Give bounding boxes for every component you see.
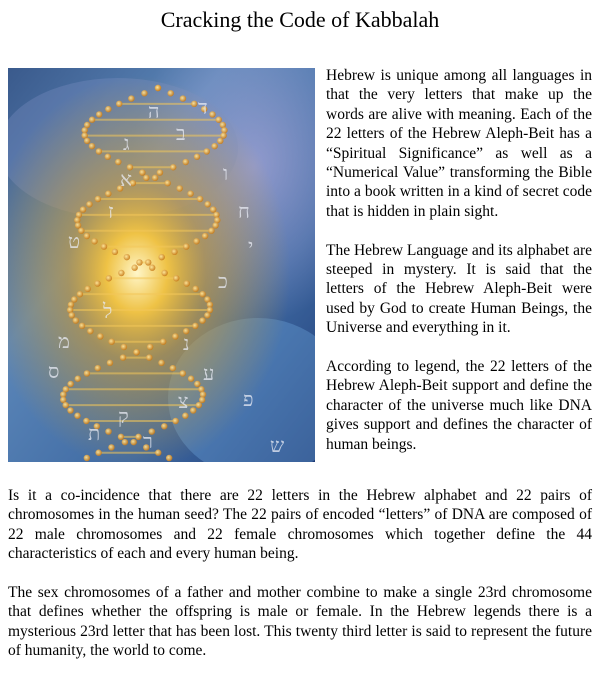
svg-text:פ: פ	[243, 387, 254, 411]
svg-text:ב: ב	[176, 121, 186, 145]
body-text	[8, 486, 592, 680]
svg-text:ו: ו	[223, 161, 229, 185]
svg-text:ס: ס	[48, 359, 60, 383]
paragraph-hebrew-mystery: The Hebrew Language and its alphabet are steeped in mystery. It is said that the letters of the Hebrew Aleph-Beit were used by God to create Human Beings, the Universe and everything in it.	[326, 241, 592, 337]
svg-text:ג: ג	[123, 131, 130, 155]
svg-text:ל: ל	[103, 299, 113, 323]
intro-column	[326, 66, 592, 473]
svg-text:צ: צ	[178, 389, 189, 413]
paragraph-legend-dna: According to legend, the 22 letters of the Hebrew Aleph-Beit support and define the character of the universe much like DNA gives support and defines the character of human beings.	[326, 358, 592, 453]
page-title: Cracking the Code of Kabbalah	[160, 7, 440, 32]
dna-helix-hebrew-letters-illustration	[8, 68, 315, 462]
svg-text:נ: נ	[183, 331, 190, 355]
paragraph-hebrew-unique: Hebrew is unique among all languages in that the very letters that make up the words are alive with meaning. Each of the 22 letters of the Hebrew Aleph-Beit has a “Spiritual Significance” as well as a “Numerical Value” transforming the Bible into a book written in a kind of secret code that is hidden in plain sight.	[326, 67, 592, 220]
svg-text:מ: מ	[58, 329, 70, 353]
svg-text:כ: כ	[218, 269, 228, 293]
svg-text:ד: ד	[198, 95, 208, 119]
svg-text:ה: ה	[148, 99, 160, 123]
svg-text:י: י	[248, 234, 254, 258]
paragraph-23rd-letter: The sex chromosomes of a father and mother combine to make a single 23rd chromosome that defines whether the offspring is male or female. In the Hebrew legends there is a mysterious 23rd letter that has been lost. This twenty third letter is said to represent the future of humanity, the world to come.	[8, 584, 592, 660]
svg-text:ח: ח	[238, 199, 250, 223]
svg-text:ט: ט	[68, 229, 81, 253]
svg-text:ת: ת	[88, 421, 101, 445]
svg-text:ש: ש	[270, 433, 285, 457]
paragraph-chromosomes: Is it a co-incidence that there are 22 letters in the Hebrew alphabet and 22 pairs of chromosomes in the human seed? The 22 pairs of encoded “letters” of DNA are composed of 22 male chromosomes and 22 female chromosomes which together define the 44 characteristics of each and every human being.	[8, 487, 592, 563]
svg-text:ז: ז	[108, 199, 114, 223]
svg-text:ע: ע	[203, 361, 215, 385]
svg-text:ר: ר	[143, 429, 153, 453]
svg-text:א: א	[120, 167, 133, 191]
svg-text:ק: ק	[118, 404, 129, 428]
